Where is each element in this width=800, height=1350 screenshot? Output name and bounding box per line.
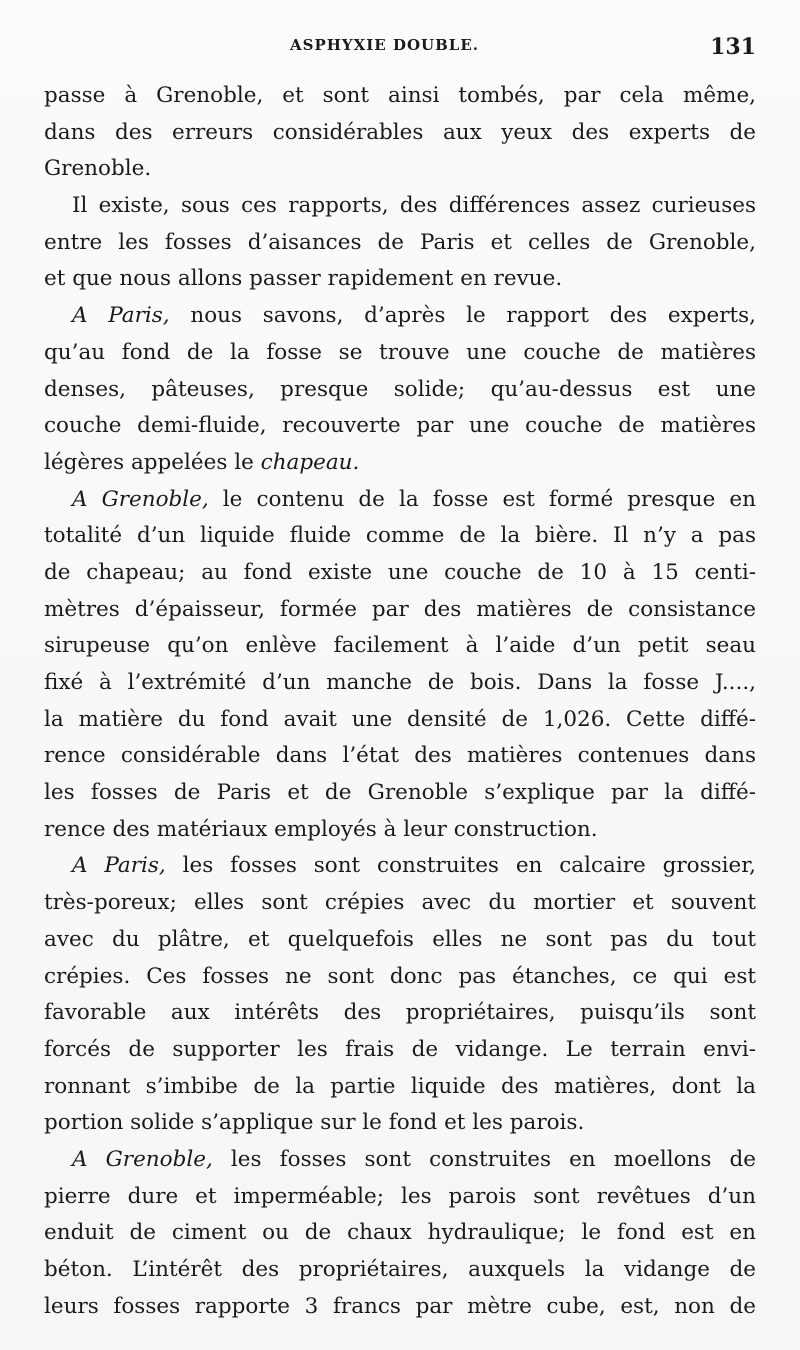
line-text: le contenu de la fosse est formé presque en (208, 486, 756, 512)
text-line (44, 335, 756, 372)
line-text: favorable aux intérêts des propriétaires, puisqu’ils sont (44, 1000, 756, 1026)
text-line (44, 1252, 756, 1289)
text-line (44, 1142, 756, 1179)
text-line (44, 812, 756, 849)
text-line (44, 188, 756, 225)
line-text: les fosses de Paris et de Grenoble s’explique par la diffé- (44, 780, 756, 806)
line-text: rence considérable dans l’état des matières contenues dans (44, 743, 756, 769)
text-line (44, 702, 756, 739)
text-line (44, 115, 756, 152)
line-text: pierre dure et imperméable; les parois sont revêtues d’un (44, 1183, 756, 1209)
text-line (44, 555, 756, 592)
running-title: ASPHYXIE DOUBLE. (290, 36, 479, 54)
line-text: totalité d’un liquide fluide comme de la bière. Il n’y a pas (44, 523, 756, 549)
line-text: sirupeuse qu’on enlève facilement à l’aide d’un petit seau (44, 633, 756, 659)
text-line (44, 1069, 756, 1106)
line-text: nous savons, d’après le rapport des experts, (169, 303, 757, 329)
text-line (44, 665, 756, 702)
text-line (44, 995, 756, 1032)
line-text: très-poreux; elles sont crépies avec du mortier et souvent (44, 890, 756, 916)
line-text: les fosses sont construites en calcaire grossier, (165, 853, 757, 879)
line-text: et que nous allons passer rapidement en revue. (44, 266, 563, 292)
text-line (44, 775, 756, 812)
text-line (44, 408, 756, 445)
line-text: entre les fosses d’aisances de Paris et celles de Grenoble, (44, 229, 756, 255)
text-line (44, 1215, 756, 1252)
text-line (44, 78, 756, 115)
italic-phrase: A Paris, (72, 303, 170, 329)
line-text: enduit de ciment ou de chaux hydraulique; le fond est en (44, 1220, 756, 1246)
text-line (44, 261, 756, 298)
line-text: passe à Grenoble, et sont ainsi tombés, par cela même, (44, 83, 756, 108)
text-line (44, 151, 756, 188)
text-line (44, 1105, 756, 1142)
line-text: Il existe, sous ces rapports, des différences assez curieuses (72, 193, 756, 219)
line-text: portion solide s’applique sur le fond et les parois. (44, 1110, 585, 1136)
text-line (44, 518, 756, 555)
italic-phrase: chapeau. (260, 449, 360, 475)
text-line (44, 1289, 756, 1326)
text-line (44, 885, 756, 922)
line-text: Grenoble. (44, 156, 152, 182)
line-text: rence des matériaux employés à leur construction. (44, 816, 598, 842)
line-text: ronnant s’imbibe de la partie liquide des matières, dont la (44, 1073, 756, 1099)
line-text: leurs fosses rapporte 3 francs par mètre cube, est, non de (44, 1293, 756, 1319)
line-text: les fosses sont construites en moellons de (212, 1146, 756, 1172)
line-text: forcés de supporter les frais de vidange. Le terrain envi- (44, 1036, 756, 1062)
line-text: couche demi-fluide, recouverte par une couche de matières (44, 413, 756, 439)
line-text: crépies. Ces fosses ne sont donc pas étanches, ce qui est (44, 963, 756, 989)
text-line (44, 592, 756, 629)
text-line (44, 848, 756, 885)
text-line (44, 225, 756, 262)
text-line (44, 298, 756, 335)
text-line (44, 372, 756, 409)
line-text: la matière du fond avait une densité de 1,026. Cette diffé- (44, 706, 756, 732)
line-text: légères appelées le (44, 449, 261, 475)
body-text (44, 78, 756, 1325)
italic-phrase: A Grenoble, (72, 1146, 213, 1172)
line-text: mètres d’épaisseur, formée par des matières de consistance (44, 596, 756, 622)
line-text: dans des erreurs considérables aux yeux des experts de (44, 119, 756, 145)
text-line (44, 628, 756, 665)
text-line (44, 482, 756, 519)
text-line (44, 1032, 756, 1069)
italic-phrase: A Paris, (72, 853, 166, 879)
line-text: fixé à l’extrémité d’un manche de bois. Dans la fosse J...., (44, 670, 756, 695)
line-text: de chapeau; au fond existe une couche de 10 à 15 centi- (44, 559, 756, 585)
italic-phrase: A Grenoble, (72, 486, 209, 512)
line-text: denses, pâteuses, presque solide; qu’au-dessus est une (44, 376, 756, 402)
line-text: avec du plâtre, et quelquefois elles ne sont pas du tout (44, 926, 756, 952)
text-line (44, 922, 756, 959)
line-text: béton. L’intérêt des propriétaires, auxquels la vidange de (44, 1257, 756, 1282)
page-number: 131 (710, 34, 756, 60)
text-line (44, 445, 756, 482)
text-line (44, 1179, 756, 1216)
line-text: qu’au fond de la fosse se trouve une couche de matières (44, 339, 756, 365)
text-line (44, 959, 756, 996)
page-header (0, 34, 800, 64)
text-line (44, 738, 756, 775)
